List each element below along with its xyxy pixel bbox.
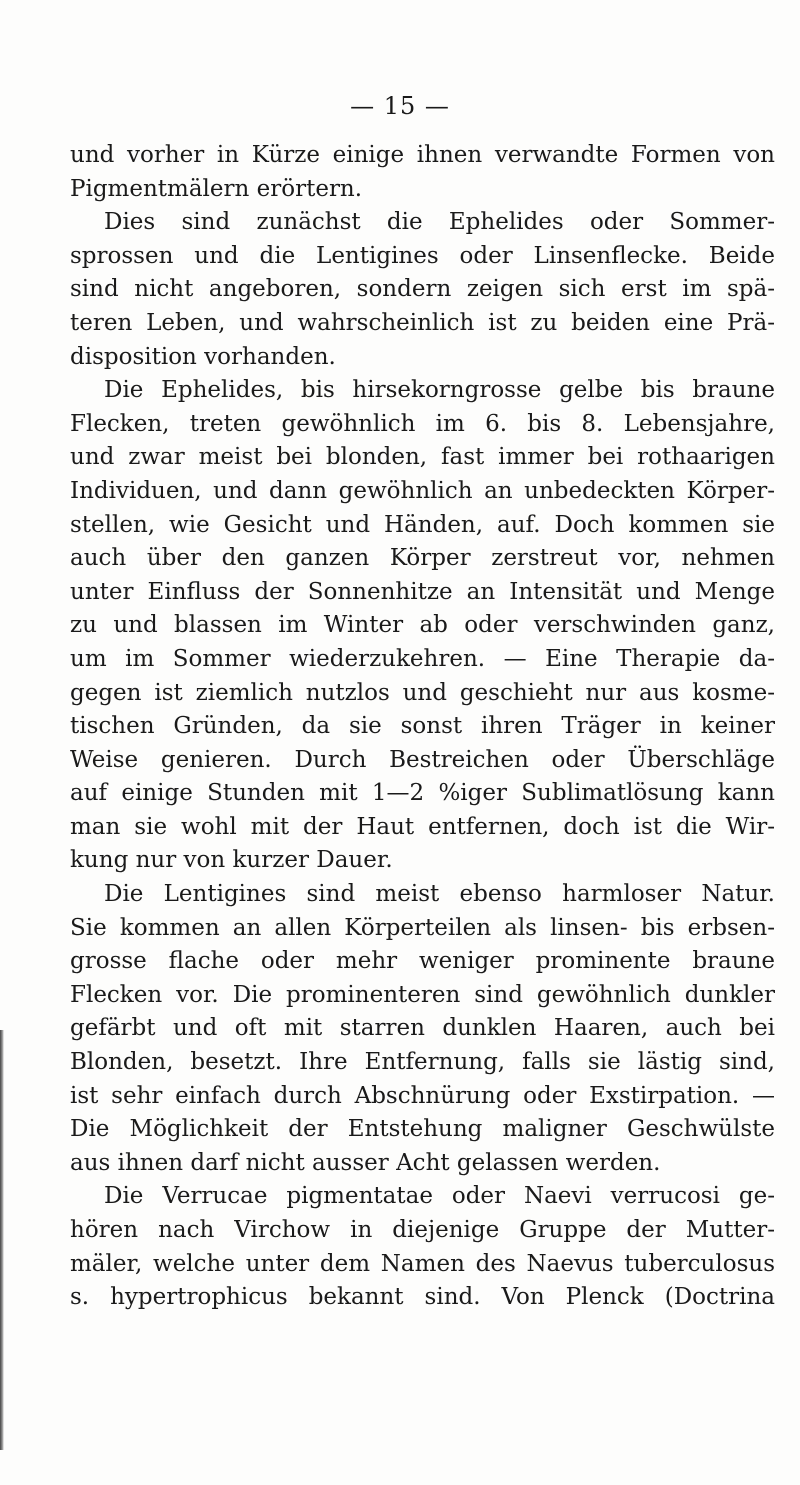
text-line: sprossen und die Lentigines oder Linsenflecke. Beide xyxy=(70,242,775,269)
text-line: und zwar meist bei blonden, fast immer bei rothaarigen xyxy=(70,444,775,471)
text-line: sind nicht angeboren, sondern zeigen sich erst im spä- xyxy=(70,276,775,303)
binding-edge-shadow xyxy=(0,1030,4,1450)
text-line: Dies sind zunächst die Ephelides oder Sommer- xyxy=(104,209,775,236)
text-line: Die Ephelides, bis hirsekorngrosse gelbe bis braune xyxy=(104,377,775,404)
text-line: mäler, welche unter dem Namen des Naevus tuberculosus xyxy=(70,1250,775,1277)
text-line: Pigmentmälern erörtern. xyxy=(70,175,363,202)
text-line: stellen, wie Gesicht und Händen, auf. Doch kommen sie xyxy=(70,511,775,538)
text-line: auf einige Stunden mit 1—2 %iger Sublimatlösung kann xyxy=(70,780,775,807)
text-line: hören nach Virchow in diejenige Gruppe der Mutter- xyxy=(70,1217,775,1243)
text-line: zu und blassen im Winter ab oder verschwinden ganz, xyxy=(70,612,775,639)
text-line: Die Verrucae pigmentatae oder Naevi verrucosi ge- xyxy=(104,1183,775,1210)
text-line: Flecken, treten gewöhnlich im 6. bis 8. Lebensjahre, xyxy=(70,410,775,437)
text-line: grosse flache oder mehr weniger prominente braune xyxy=(70,948,775,975)
text-line: und vorher in Kürze einige ihnen verwandte Formen von xyxy=(70,142,775,168)
text-line: teren Leben, und wahrscheinlich ist zu beiden eine Prä- xyxy=(70,309,775,336)
page-number: — 15 — xyxy=(350,92,450,120)
text-line: gegen ist ziemlich nutzlos und geschieht nur aus kosme- xyxy=(70,679,775,706)
text-line: gefärbt und oft mit starren dunklen Haaren, auch bei xyxy=(70,1015,775,1042)
text-line: Weise genieren. Durch Bestreichen oder Überschläge xyxy=(70,746,775,773)
text-line: man sie wohl mit der Haut entfernen, doch ist die Wir- xyxy=(70,813,775,840)
text-line: Individuen, und dann gewöhnlich an unbedeckten Körper- xyxy=(70,477,775,504)
text-line: aus ihnen darf nicht ausser Acht gelassen werden. xyxy=(70,1149,661,1176)
text-line: um im Sommer wiederzukehren. — Eine Therapie da- xyxy=(70,645,775,672)
text-line: auch über den ganzen Körper zerstreut vor, nehmen xyxy=(70,545,775,572)
text-line: s. hypertrophicus bekannt sind. Von Plenck (Doctrina xyxy=(70,1284,775,1311)
text-line: tischen Gründen, da sie sonst ihren Träger in keiner xyxy=(70,713,775,740)
text-line: Blonden, besetzt. Ihre Entfernung, falls sie lästig sind, xyxy=(70,1049,775,1076)
text-line: disposition vorhanden. xyxy=(70,343,336,370)
text-line: Die Lentigines sind meist ebenso harmloser Natur. xyxy=(104,881,775,908)
text-line: Die Möglichkeit der Entstehung maligner Geschwülste xyxy=(70,1116,775,1143)
text-line: unter Einfluss der Sonnenhitze an Intensität und Menge xyxy=(70,578,775,605)
text-line: Sie kommen an allen Körperteilen als linsen- bis erbsen- xyxy=(70,914,775,941)
text-line: ist sehr einfach durch Abschnürung oder Exstirpation. — xyxy=(70,1082,775,1109)
text-line: kung nur von kurzer Dauer. xyxy=(70,847,393,874)
body-text xyxy=(70,139,775,1315)
text-line: Flecken vor. Die prominenteren sind gewöhnlich dunkler xyxy=(70,981,775,1008)
